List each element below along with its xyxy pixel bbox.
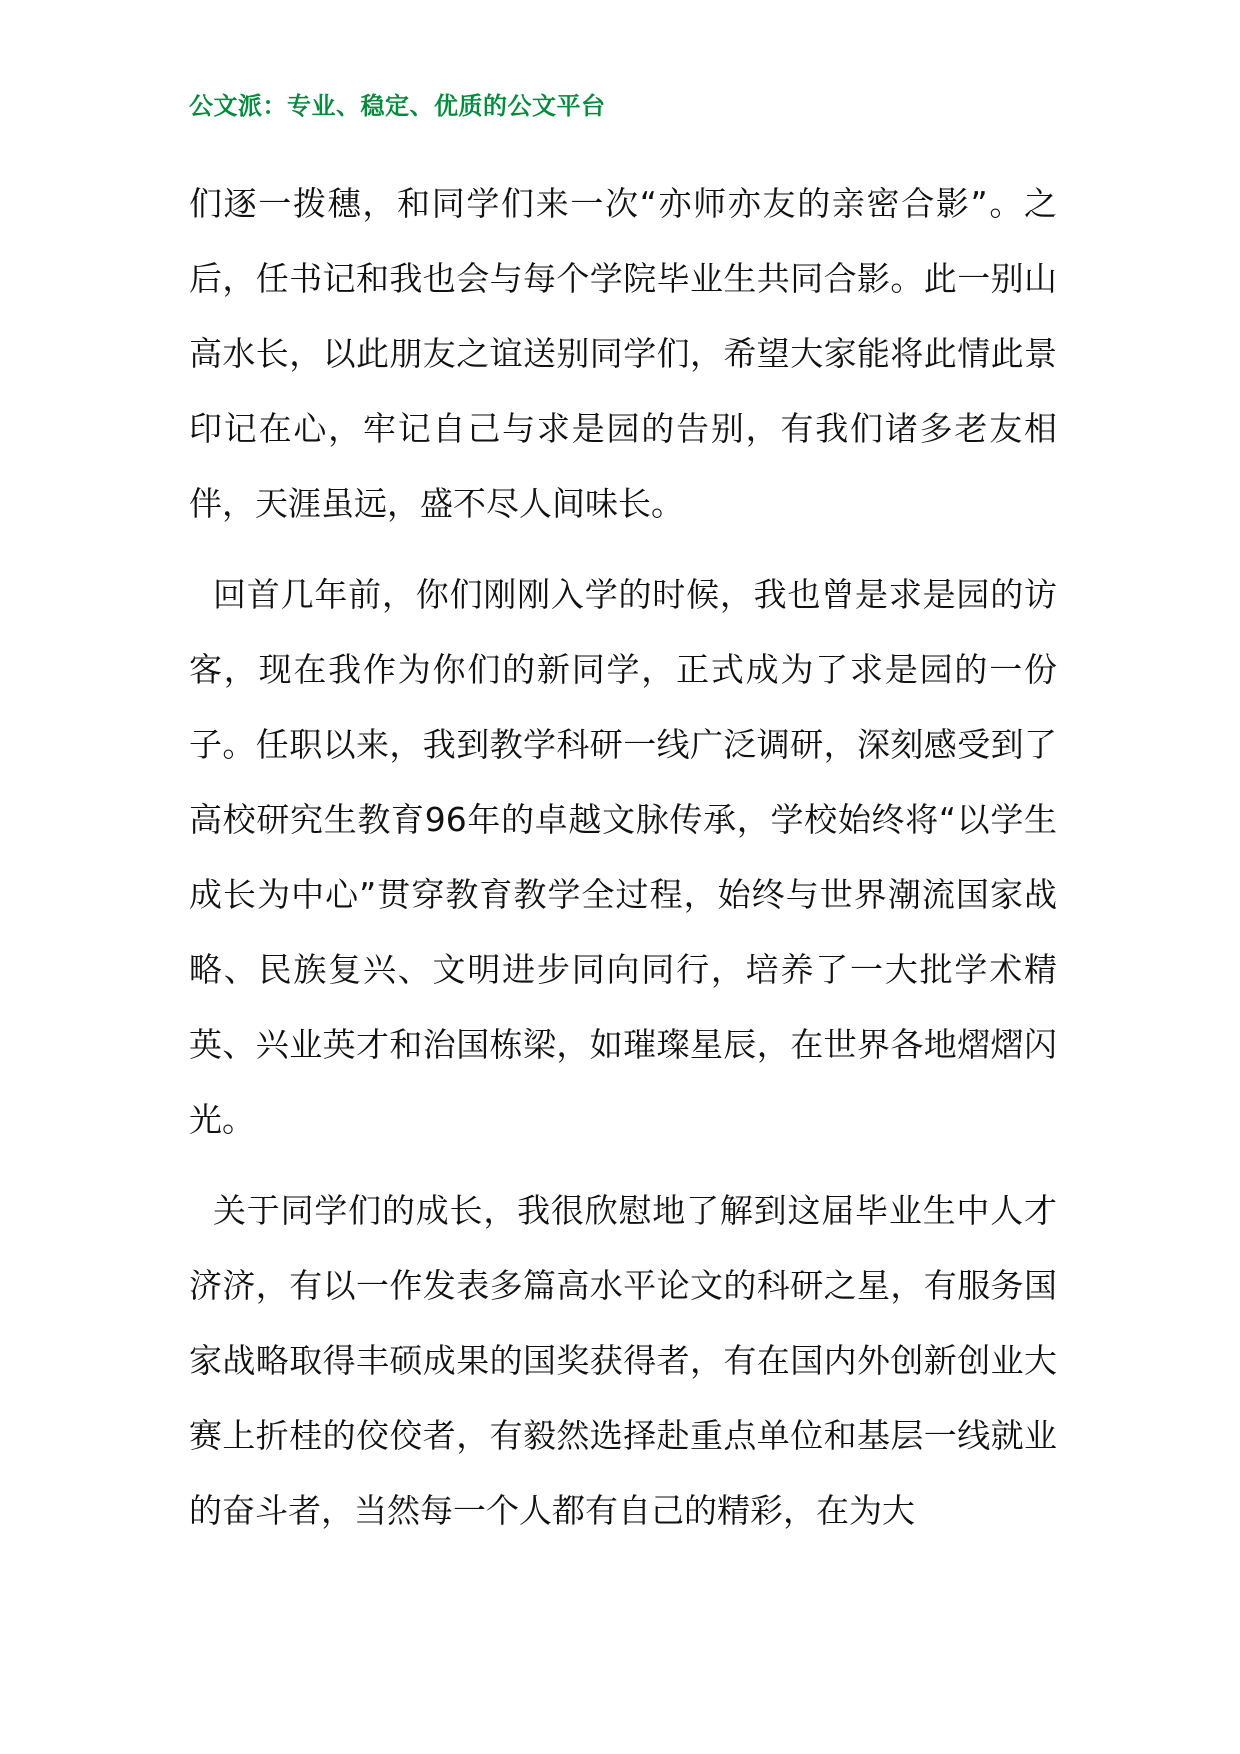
paragraph-2: 回首几年前，你们刚刚入学的时候，我也曾是求是园的访客，现在我作为你们的新同学，正式成为了求是园的一份子。任职以来，我到教学科研一线广泛调研，深刻感受到了高校研究生教育96年的卓越文脉传承，学校始终将“以学生成长为中心”贯穿教育教学全过程，始终与世界潮流国家战略、民族复兴、文明进步同向同行，培养了一大批学术精英、兴业英才和治国栋梁，如璀璨星辰，在世界各地熠熠闪光。 bbox=[189, 575, 1057, 1139]
header-banner: 公文派：专业、稳定、优质的公文平台 bbox=[189, 91, 606, 120]
document-body bbox=[189, 166, 1057, 1548]
paragraph-1: 们逐一拨穗，和同学们来一次“亦师亦友的亲密合影”。之后，任书记和我也会与每个学院毕业生共同合影。此一别山高水长，以此朋友之谊送别同学们，希望大家能将此情此景印记在心，牢记自己与求是园的告别，有我们诸多老友相伴，天涯虽远，盛不尽人间味长。 bbox=[189, 184, 1057, 523]
paragraph-3: 关于同学们的成长，我很欣慰地了解到这届毕业生中人才济济，有以一作发表多篇高水平论文的科研之星，有服务国家战略取得丰硕成果的国奖获得者，有在国内外创新创业大赛上折桂的佼佼者，有毅然选择赴重点单位和基层一线就业的奋斗者，当然每一个人都有自己的精彩，在为大 bbox=[189, 1191, 1057, 1530]
